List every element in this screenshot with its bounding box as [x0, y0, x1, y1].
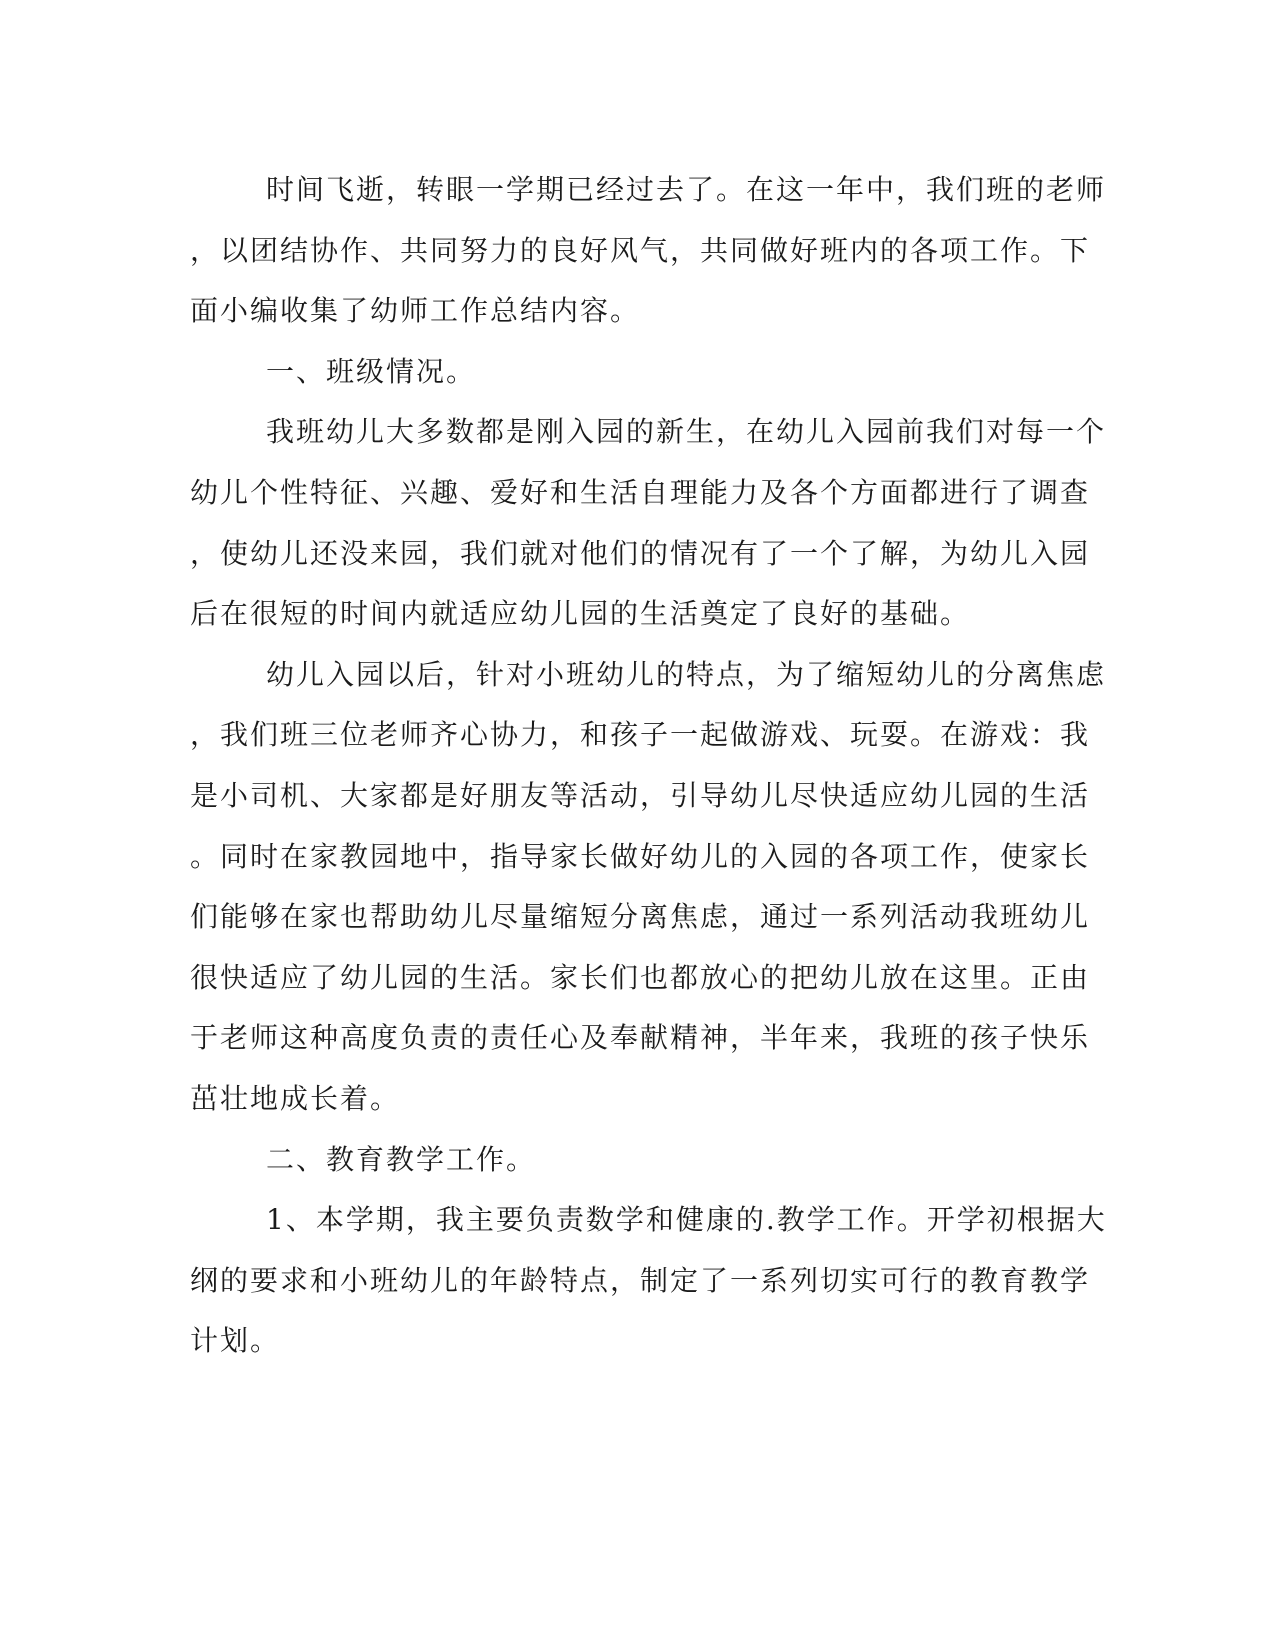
paragraph-3-line-6: 很快适应了幼儿园的生活。家长们也都放心的把幼儿放在这里。正由	[190, 960, 1091, 994]
paragraph-1-line-1: 时间飞逝，转眼一学期已经过去了。在这一年中，我们班的老师	[266, 173, 1107, 206]
section-heading-class-situation: 一、班级情况。	[266, 354, 477, 388]
paragraph-4-line-3: 计划。	[190, 1324, 281, 1358]
paragraph-3-line-5: 们能够在家也帮助幼儿尽量缩短分离焦虑，通过一系列活动我班幼儿	[190, 900, 1091, 934]
paragraph-4-line-1: 1、本学期，我主要负责数学和健康的.教学工作。开学初根据大	[266, 1203, 1107, 1237]
paragraph-2-line-4: 后在很短的时间内就适应幼儿园的生活奠定了良好的基础。	[190, 597, 971, 631]
paragraph-3-line-4: 。同时在家教园地中，指导家长做好幼儿的入园的各项工作，使家长	[190, 839, 1091, 873]
section-heading-teaching-work: 二、教育教学工作。	[266, 1142, 537, 1176]
paragraph-2-line-1: 我班幼儿大多数都是刚入园的新生，在幼儿入园前我们对每一个	[266, 415, 1107, 449]
paragraph-3-line-8: 茁壮地成长着。	[190, 1081, 401, 1115]
paragraph-3-line-1: 幼儿入园以后，针对小班幼儿的特点，为了缩短幼儿的分离焦虑	[266, 657, 1107, 691]
paragraph-3-line-2: ，我们班三位老师齐心协力，和孩子一起做游戏、玩耍。在游戏：我	[190, 718, 1091, 752]
paragraph-3-line-7: 于老师这种高度负责的责任心及奉献精神，半年来，我班的孩子快乐	[190, 1021, 1091, 1055]
paragraph-2-line-3: ，使幼儿还没来园，我们就对他们的情况有了一个了解，为幼儿入园	[190, 536, 1091, 570]
paragraph-3-line-3: 是小司机、大家都是好朋友等活动，引导幼儿尽快适应幼儿园的生活	[190, 778, 1091, 812]
paragraph-4-line-2: 纲的要求和小班幼儿的年龄特点，制定了一系列切实可行的教育教学	[190, 1263, 1091, 1297]
document-body	[190, 160, 1107, 1372]
paragraph-1-line-3: 面小编收集了幼师工作总结内容。	[190, 294, 641, 328]
paragraph-1-line-2: ，以团结协作、共同努力的良好风气，共同做好班内的各项工作。下	[190, 233, 1091, 267]
paragraph-2-line-2: 幼儿个性特征、兴趣、爱好和生活自理能力及各个方面都进行了调查	[190, 475, 1091, 509]
